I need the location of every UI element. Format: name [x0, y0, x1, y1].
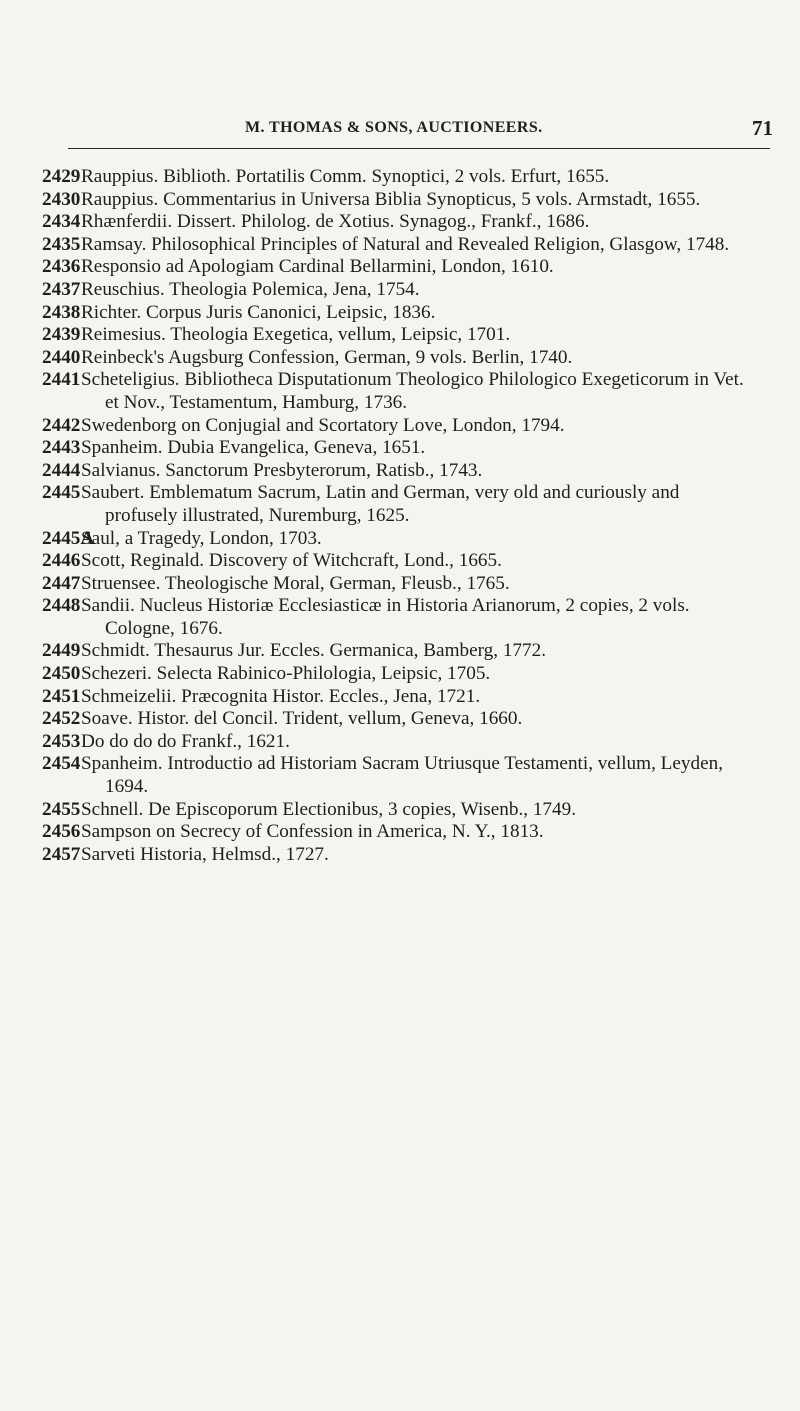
lot-number: 2442: [42, 414, 81, 436]
lot-description: Reuschius. Theologia Polemica, Jena, 1754.: [81, 278, 420, 300]
lot-entry: [0, 347, 800, 370]
lot-number: 2444: [42, 459, 81, 481]
lot-number: 2434: [42, 211, 81, 233]
lot-description: Spanheim. Dubia Evangelica, Geneva, 1651.: [81, 437, 426, 459]
lot-entry: [0, 640, 800, 663]
lot-number: 2439: [42, 324, 81, 346]
lot-description: Schmeizelii. Præcognita Histor. Eccles., Jena, 1721.: [81, 685, 481, 707]
lot-number: 2453: [42, 730, 81, 752]
lot-entry: [0, 573, 800, 596]
lot-description: Swedenborg on Conjugial and Scortatory Love, London, 1794.: [81, 414, 565, 436]
lot-description: Responsio ad Apologiam Cardinal Bellarmini, London, 1610.: [81, 256, 554, 278]
lot-entry: [0, 460, 800, 483]
lot-description: Sampson on Secrecy of Confession in America, N. Y., 1813.: [81, 821, 544, 843]
lot-description: Scott, Reginald. Discovery of Witchcraft, Lond., 1665.: [81, 550, 502, 572]
lot-number: 2441: [42, 369, 81, 391]
lot-description: Reimesius. Theologia Exegetica, vellum, Leipsic, 1701.: [81, 324, 511, 346]
lot-description: Scheteligius. Bibliotheca Disputationum Theologico Philologico Exegeticorum in Vet. et Nov., Testamentum, Hamburg, 1736.: [81, 369, 744, 413]
lot-number: 2446: [42, 550, 81, 572]
lot-description: Sarveti Historia, Helmsd., 1727.: [81, 843, 329, 865]
lot-number: 2451: [42, 685, 81, 707]
lot-number: 2449: [42, 640, 81, 662]
lot-description: Richter. Corpus Juris Canonici, Leipsic, 1836.: [81, 301, 436, 323]
lot-description: Ramsay. Philosophical Principles of Natural and Revealed Religion, Glasgow, 1748.: [81, 233, 730, 255]
lot-number: 2456: [42, 821, 81, 843]
lot-number: 2430: [42, 188, 81, 210]
lot-number: 2443: [42, 437, 81, 459]
lot-entry: [0, 166, 800, 189]
lot-entry: [0, 595, 800, 640]
lot-number: 2436: [42, 256, 81, 278]
lot-entry: [0, 415, 800, 438]
lot-entry: [0, 279, 800, 302]
lot-description: Sandii. Nucleus Historiæ Ecclesiasticæ in Historia Arianorum, 2 copies, 2 vols. Cologne, 1676.: [81, 595, 690, 639]
lot-entry: [0, 302, 800, 325]
lot-description: Schezeri. Selecta Rabinico-Philologia, Leipsic, 1705.: [81, 663, 491, 685]
running-head: M. THOMAS & SONS, AUCTIONEERS.: [245, 119, 543, 136]
lot-entry: [0, 663, 800, 686]
page-header: [0, 118, 800, 142]
lot-entry: [0, 731, 800, 754]
lot-list: [0, 166, 800, 866]
lot-entry: [0, 550, 800, 573]
lot-number: 2429: [42, 166, 81, 187]
page-number: 71: [752, 116, 773, 140]
lot-description: Reinbeck's Augsburg Confession, German, 9 vols. Berlin, 1740.: [81, 346, 573, 368]
lot-number: 2448: [42, 595, 81, 617]
lot-number: 2455: [42, 798, 81, 820]
lot-description: Rauppius. Biblioth. Portatilis Comm. Synoptici, 2 vols. Erfurt, 1655.: [81, 166, 610, 187]
lot-description: Do do do do Frankf., 1621.: [81, 730, 290, 752]
lot-entry: [0, 211, 800, 234]
lot-entry: [0, 708, 800, 731]
lot-number: 2450: [42, 663, 81, 685]
lot-description: Salvianus. Sanctorum Presbyterorum, Ratisb., 1743.: [81, 459, 483, 481]
lot-number: 2438: [42, 301, 81, 323]
lot-entry: [0, 844, 800, 867]
lot-number: 2452: [42, 708, 81, 730]
lot-number: 2440: [42, 346, 81, 368]
lot-number: 2435: [42, 233, 81, 255]
lot-description: Schnell. De Episcoporum Electionibus, 3 copies, Wisenb., 1749.: [81, 798, 577, 820]
lot-number: 2437: [42, 278, 81, 300]
lot-description: Saubert. Emblematum Sacrum, Latin and German, very old and curiously and profusely illustrated, Nuremburg, 1625.: [81, 482, 680, 526]
header-rule: [68, 148, 770, 149]
lot-description: Rauppius. Commentarius in Universa Biblia Synopticus, 5 vols. Armstadt, 1655.: [81, 188, 701, 210]
lot-description: Rhænferdii. Dissert. Philolog. de Xotius. Synagog., Frankf., 1686.: [81, 211, 590, 233]
lot-entry: [0, 437, 800, 460]
lot-entry: [0, 369, 800, 414]
lot-description: Spanheim. Introductio ad Historiam Sacram Utriusque Testamenti, vellum, Leyden, 1694.: [81, 753, 724, 798]
lot-number: 2454: [42, 753, 81, 775]
lot-entry: [0, 686, 800, 709]
lot-entry: [0, 482, 800, 527]
lot-entry: [0, 324, 800, 347]
lot-number: 2457: [42, 843, 81, 865]
lot-description: Schmidt. Thesaurus Jur. Eccles. Germanica, Bamberg, 1772.: [81, 640, 547, 662]
lot-description: Soave. Histor. del Concil. Trident, vellum, Geneva, 1660.: [81, 708, 523, 730]
lot-description: Saul, a Tragedy, London, 1703.: [81, 527, 322, 549]
lot-description: Struensee. Theologische Moral, German, Fleusb., 1765.: [81, 572, 510, 594]
lot-number: 2447: [42, 572, 81, 594]
lot-number: 2445: [42, 482, 81, 504]
lot-entry: [0, 821, 800, 844]
lot-number: 2445A: [42, 527, 95, 549]
lot-entry: [0, 528, 800, 551]
lot-entry: [0, 799, 800, 822]
lot-entry: [0, 256, 800, 279]
lot-entry: [0, 753, 800, 798]
lot-entry: [0, 234, 800, 257]
lot-entry: [0, 189, 800, 212]
